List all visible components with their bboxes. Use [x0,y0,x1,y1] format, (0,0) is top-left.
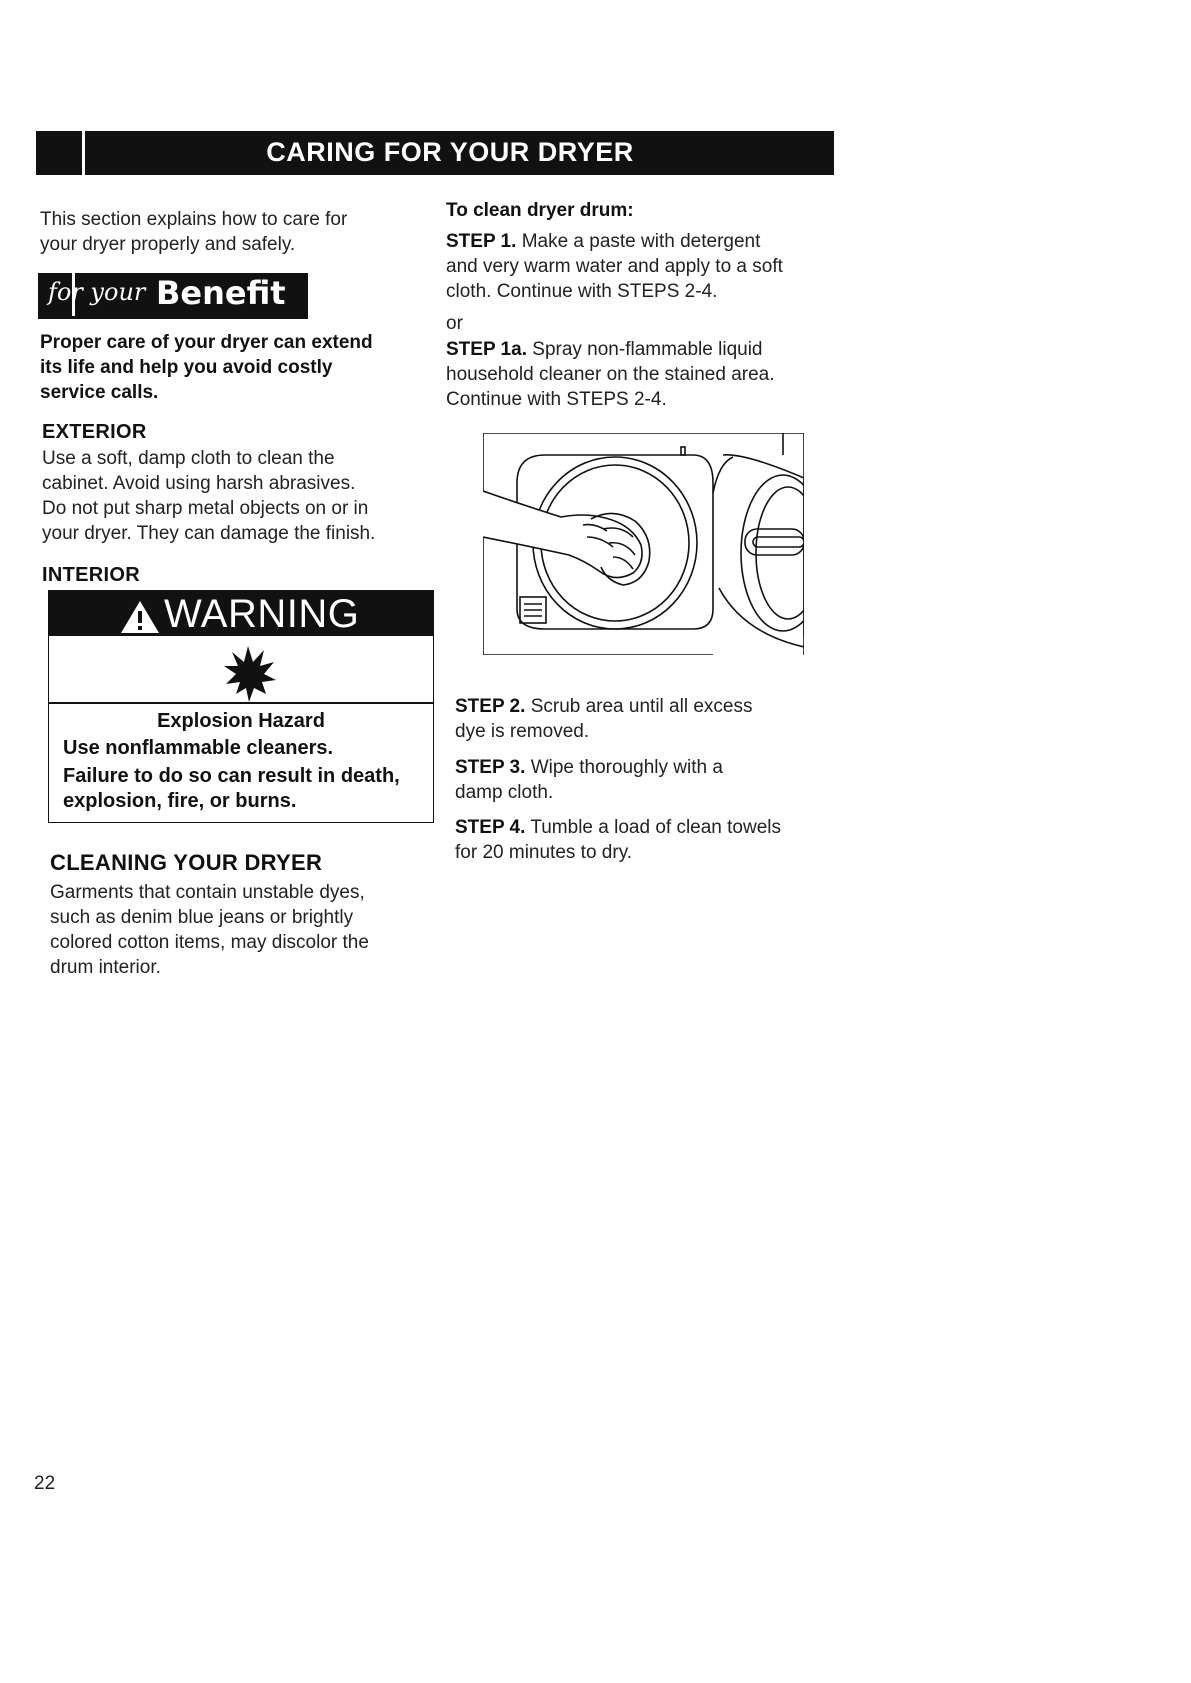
benefit-text-line-3: service calls. [40,382,159,403]
warning-line-2: Failure to do so can result in death, [63,765,400,787]
exterior-heading: EXTERIOR [42,421,147,443]
dryer-drum-illustration [483,433,804,655]
benefit-script-text: for your [48,278,146,306]
step2-line-1 [455,694,752,719]
benefit-big-text: Benefit [156,274,286,312]
step4-text: Tumble a load of clean towels [530,817,781,838]
step1-text: Make a paste with detergent [521,231,761,252]
intro-line-2: your dryer properly and safely. [40,234,296,255]
step2-text: Scrub area until all excess [530,696,753,717]
cleaning-line-1: Garments that contain unstable dyes, [50,882,365,903]
step2-line-2: dye is removed. [455,721,590,742]
page-title: CARING FOR YOUR DRYER [266,137,634,167]
warning-divider [48,702,434,704]
step3-line-2: damp cloth. [455,782,554,803]
step1-line-2: and very warm water and apply to a soft [446,256,783,277]
drum-heading: To clean dryer drum: [446,200,634,221]
warning-line-1: Use nonflammable cleaners. [63,737,334,759]
or-text: or [446,313,463,334]
step4-label: STEP 4. [455,817,526,838]
benefit-text-line-1: Proper care of your dryer can extend [40,332,373,353]
exterior-line-4: your dryer. They can damage the finish. [42,523,376,544]
step1a-line-1 [446,337,763,362]
warning-hazard-title: Explosion Hazard [157,710,325,732]
cleaning-line-4: drum interior. [50,957,161,978]
page-number: 22 [34,1473,56,1494]
step3-text: Wipe thoroughly with a [530,757,723,778]
exterior-line-3: Do not put sharp metal objects on or in [42,498,369,519]
step1-line-1 [446,229,760,254]
for-your-benefit-badge [38,273,308,319]
step1-label: STEP 1. [446,231,517,252]
step1a-label: STEP 1a. [446,339,527,360]
warning-triangle-icon [120,600,160,634]
step1a-text: Spray non-flammable liquid [532,339,763,360]
interior-heading: INTERIOR [42,564,140,586]
cleaning-heading: CLEANING YOUR DRYER [50,850,323,875]
step1-line-3: cloth. Continue with STEPS 2-4. [446,281,718,302]
warning-header-bar [48,590,434,636]
step2-label: STEP 2. [455,696,526,717]
section-header-bar [36,131,834,175]
step4-line-2: for 20 minutes to dry. [455,842,633,863]
intro-line-1: This section explains how to care for [40,209,348,230]
benefit-text-line-2: its life and help you avoid costly [40,357,333,378]
cleaning-line-2: such as denim blue jeans or brightly [50,907,354,928]
step3-line-1 [455,755,723,780]
exterior-line-1: Use a soft, damp cloth to clean the [42,448,335,469]
step4-line-1 [455,815,781,840]
explosion-icon [222,644,276,702]
step3-label: STEP 3. [455,757,526,778]
warning-label: WARNING [164,592,360,636]
step1a-line-2: household cleaner on the stained area. [446,364,775,385]
exterior-line-2: cabinet. Avoid using harsh abrasives. [42,473,356,494]
cleaning-line-3: colored cotton items, may discolor the [50,932,369,953]
step1a-line-3: Continue with STEPS 2-4. [446,389,667,410]
warning-line-3: explosion, fire, or burns. [63,790,297,812]
